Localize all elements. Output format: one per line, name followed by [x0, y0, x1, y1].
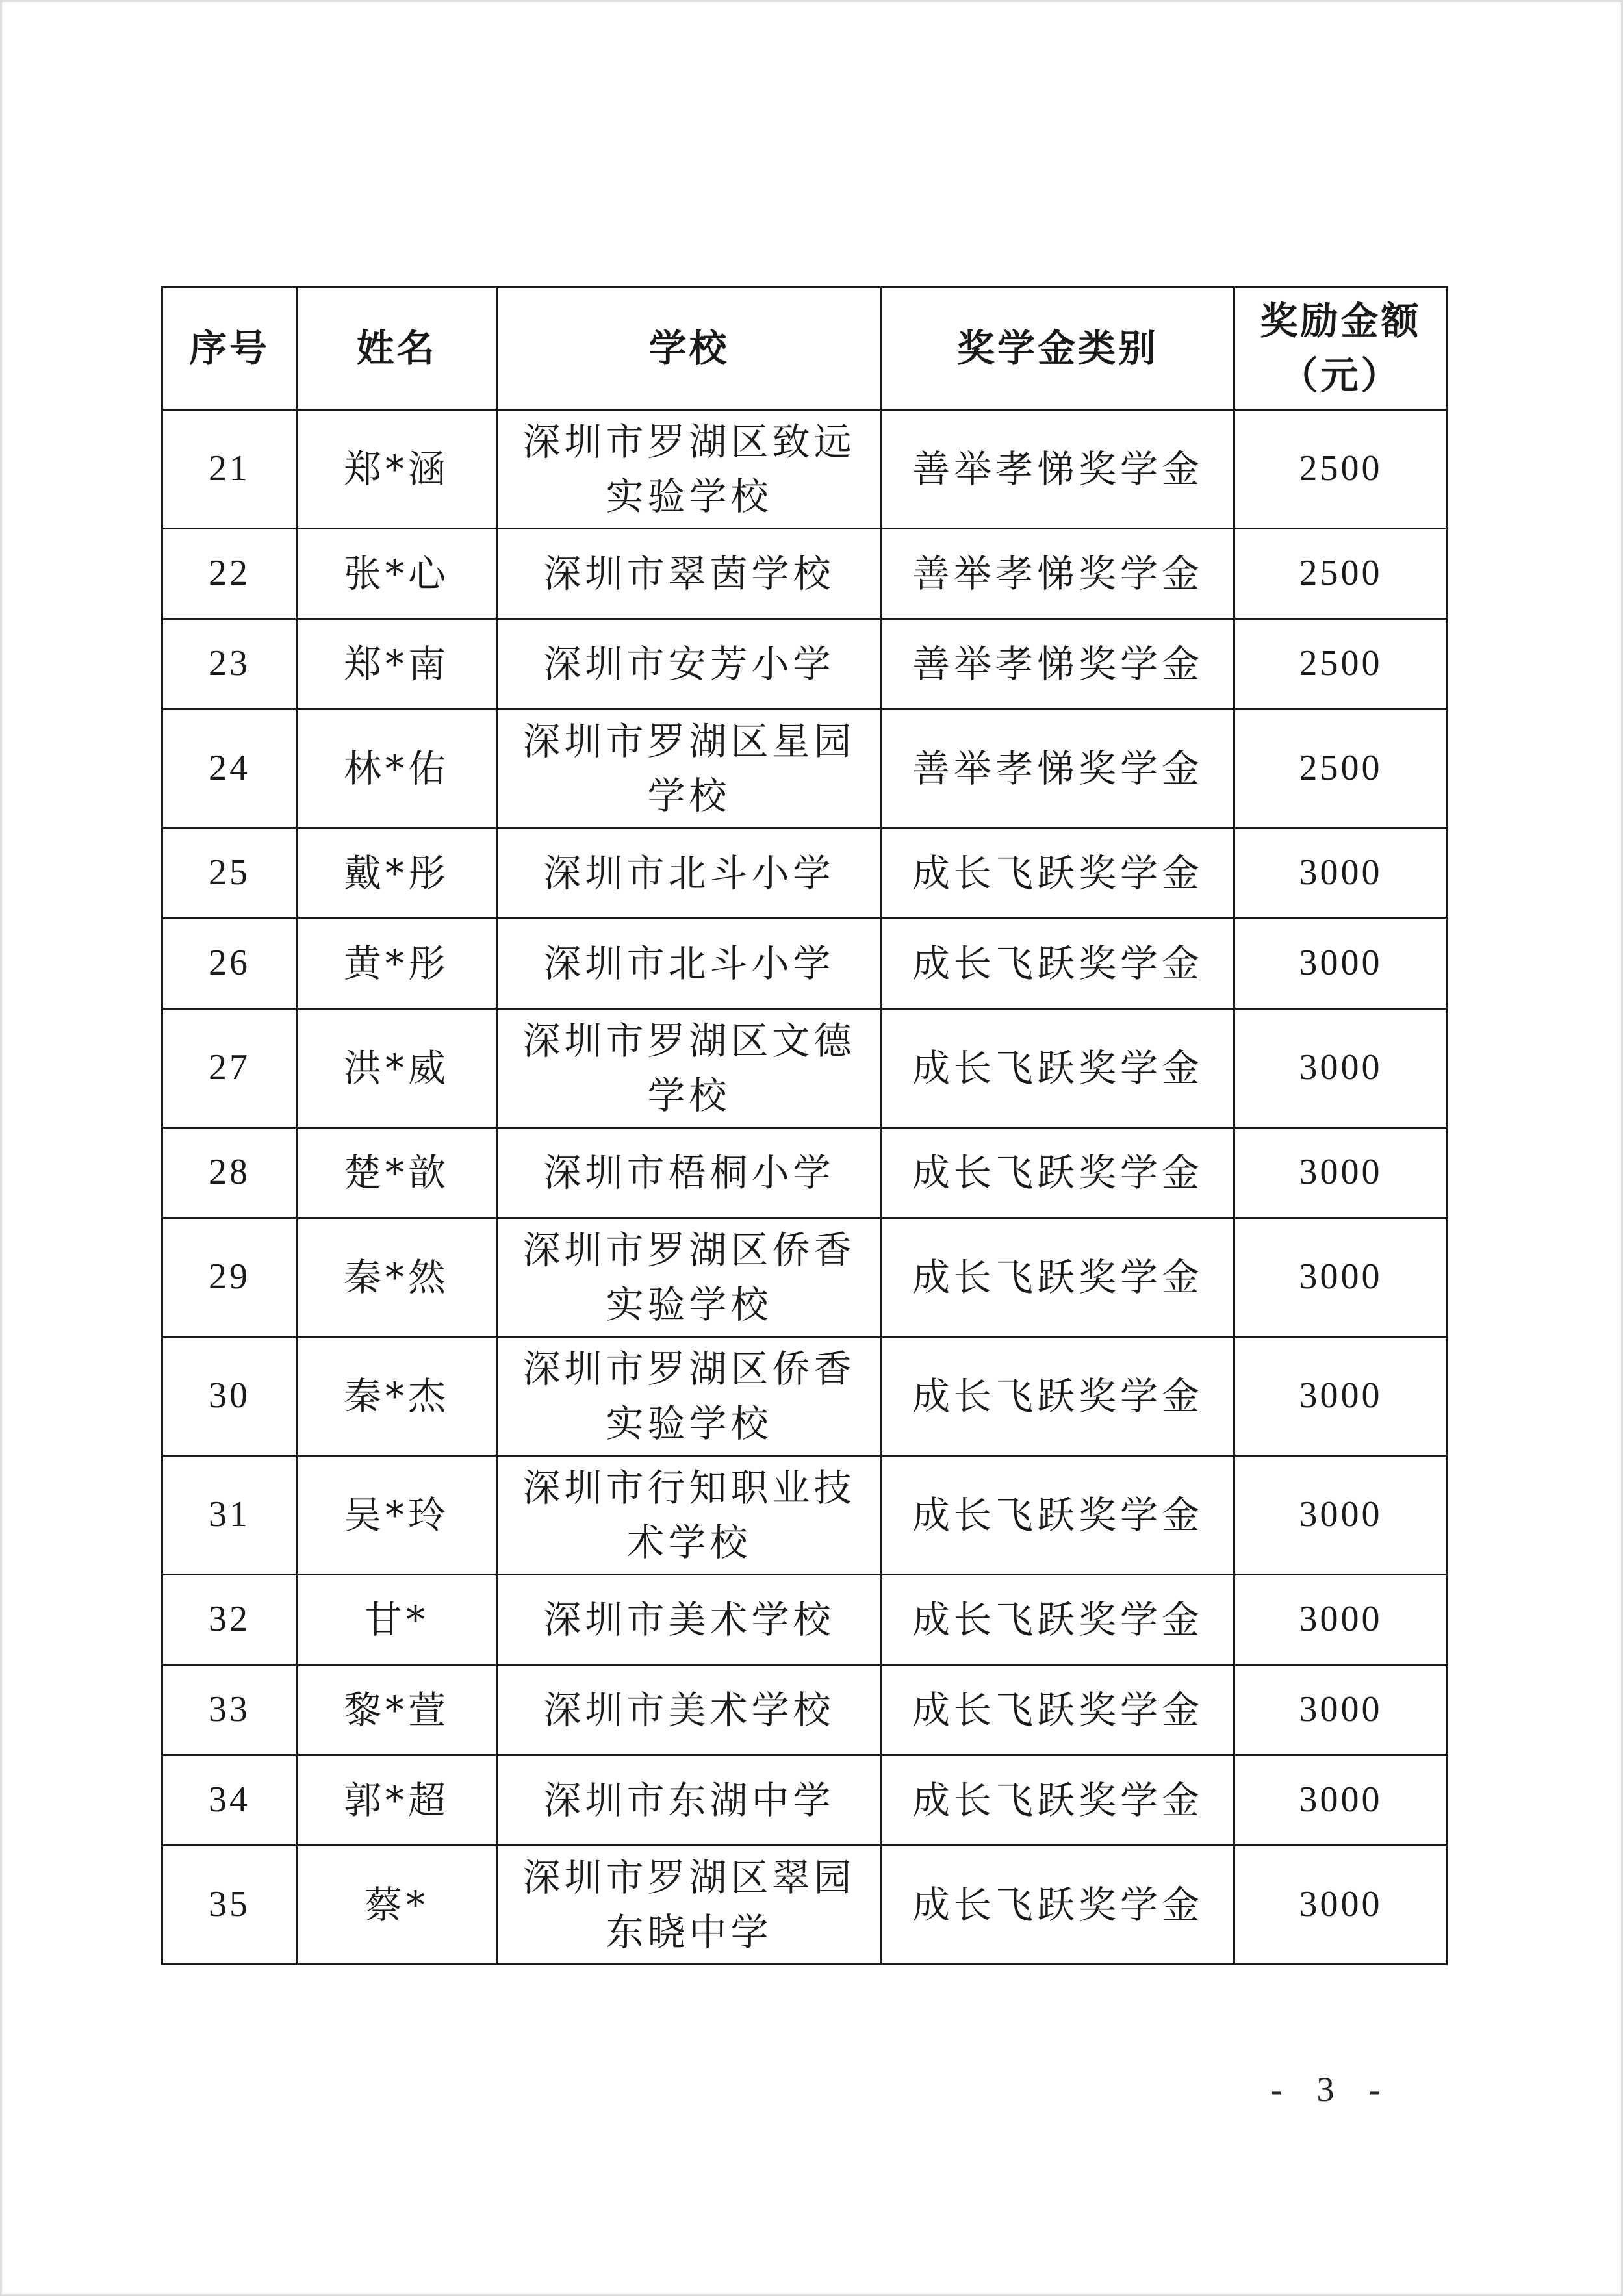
table-row — [162, 709, 1448, 828]
cell-amount: 3000 — [1234, 919, 1448, 1009]
cell-name: 洪*威 — [297, 1009, 497, 1128]
cell-category: 成长飞跃奖学金 — [882, 919, 1234, 1009]
cell-school: 深圳市东湖中学 — [497, 1755, 882, 1846]
cell-school: 深圳市罗湖区星园学校 — [497, 709, 882, 828]
cell-category: 成长飞跃奖学金 — [882, 1456, 1234, 1575]
cell-amount: 3000 — [1234, 1128, 1448, 1218]
header-amount — [1234, 287, 1448, 410]
table-header-row — [162, 287, 1448, 410]
table-row — [162, 828, 1448, 919]
cell-index: 29 — [162, 1218, 297, 1337]
cell-school: 深圳市北斗小学 — [497, 828, 882, 919]
cell-index: 23 — [162, 619, 297, 709]
cell-category: 成长飞跃奖学金 — [882, 1009, 1234, 1128]
cell-category: 成长飞跃奖学金 — [882, 1665, 1234, 1755]
cell-name: 郑*南 — [297, 619, 497, 709]
table-row — [162, 1456, 1448, 1575]
cell-school: 深圳市梧桐小学 — [497, 1128, 882, 1218]
table-row — [162, 619, 1448, 709]
cell-name: 张*心 — [297, 529, 497, 619]
cell-amount: 3000 — [1234, 1218, 1448, 1337]
cell-index: 30 — [162, 1337, 297, 1456]
cell-index: 22 — [162, 529, 297, 619]
cell-index: 32 — [162, 1575, 297, 1665]
table-row — [162, 529, 1448, 619]
scholarship-table — [161, 286, 1448, 1965]
cell-index: 28 — [162, 1128, 297, 1218]
cell-amount: 3000 — [1234, 1575, 1448, 1665]
cell-category: 成长飞跃奖学金 — [882, 828, 1234, 919]
cell-name: 郭*超 — [297, 1755, 497, 1846]
cell-school: 深圳市罗湖区侨香实验学校 — [497, 1218, 882, 1337]
cell-name: 楚*歆 — [297, 1128, 497, 1218]
cell-amount: 3000 — [1234, 1456, 1448, 1575]
cell-category: 成长飞跃奖学金 — [882, 1575, 1234, 1665]
cell-amount: 2500 — [1234, 529, 1448, 619]
cell-index: 34 — [162, 1755, 297, 1846]
table-row — [162, 919, 1448, 1009]
cell-name: 吴*玲 — [297, 1456, 497, 1575]
cell-amount: 3000 — [1234, 1009, 1448, 1128]
header-school: 学校 — [497, 287, 882, 410]
cell-name: 黄*彤 — [297, 919, 497, 1009]
cell-amount: 3000 — [1234, 1337, 1448, 1456]
cell-name: 郑*涵 — [297, 410, 497, 529]
table-row — [162, 1009, 1448, 1128]
cell-category: 善举孝悌奖学金 — [882, 529, 1234, 619]
header-index: 序号 — [162, 287, 297, 410]
cell-school: 深圳市翠茵学校 — [497, 529, 882, 619]
cell-amount: 3000 — [1234, 1846, 1448, 1965]
cell-name: 甘* — [297, 1575, 497, 1665]
header-amount-unit: （元） — [1280, 353, 1401, 398]
cell-category: 成长飞跃奖学金 — [882, 1337, 1234, 1456]
cell-school: 深圳市罗湖区侨香实验学校 — [497, 1337, 882, 1456]
table-row — [162, 1755, 1448, 1846]
table-row — [162, 1337, 1448, 1456]
cell-amount: 2500 — [1234, 619, 1448, 709]
cell-school: 深圳市美术学校 — [497, 1665, 882, 1755]
cell-name: 蔡* — [297, 1846, 497, 1965]
cell-amount: 2500 — [1234, 410, 1448, 529]
cell-category: 成长飞跃奖学金 — [882, 1128, 1234, 1218]
cell-category: 成长飞跃奖学金 — [882, 1218, 1234, 1337]
table-row — [162, 1665, 1448, 1755]
table-row — [162, 1846, 1448, 1965]
cell-index: 33 — [162, 1665, 297, 1755]
cell-category: 成长飞跃奖学金 — [882, 1755, 1234, 1846]
cell-name: 秦*杰 — [297, 1337, 497, 1456]
cell-category: 善举孝悌奖学金 — [882, 619, 1234, 709]
cell-index: 26 — [162, 919, 297, 1009]
cell-school: 深圳市行知职业技术学校 — [497, 1456, 882, 1575]
table-row — [162, 1218, 1448, 1337]
cell-name: 林*佑 — [297, 709, 497, 828]
cell-amount: 3000 — [1234, 828, 1448, 919]
cell-name: 秦*然 — [297, 1218, 497, 1337]
cell-name: 黎*萱 — [297, 1665, 497, 1755]
cell-school: 深圳市北斗小学 — [497, 919, 882, 1009]
cell-school: 深圳市美术学校 — [497, 1575, 882, 1665]
cell-school: 深圳市安芳小学 — [497, 619, 882, 709]
cell-index: 35 — [162, 1846, 297, 1965]
table-row — [162, 1128, 1448, 1218]
cell-school: 深圳市罗湖区翠园东晓中学 — [497, 1846, 882, 1965]
cell-index: 25 — [162, 828, 297, 919]
cell-category: 善举孝悌奖学金 — [882, 410, 1234, 529]
cell-index: 21 — [162, 410, 297, 529]
cell-index: 31 — [162, 1456, 297, 1575]
header-amount-label: 奖励金额 — [1260, 298, 1422, 343]
cell-amount: 3000 — [1234, 1665, 1448, 1755]
cell-category: 善举孝悌奖学金 — [882, 709, 1234, 828]
table-row — [162, 410, 1448, 529]
cell-amount: 3000 — [1234, 1755, 1448, 1846]
cell-amount: 2500 — [1234, 709, 1448, 828]
cell-name: 戴*彤 — [297, 828, 497, 919]
page-number: - 3 - — [1270, 2070, 1394, 2109]
cell-category: 成长飞跃奖学金 — [882, 1846, 1234, 1965]
cell-school: 深圳市罗湖区文德学校 — [497, 1009, 882, 1128]
header-category: 奖学金类别 — [882, 287, 1234, 410]
cell-index: 27 — [162, 1009, 297, 1128]
cell-school: 深圳市罗湖区致远实验学校 — [497, 410, 882, 529]
cell-index: 24 — [162, 709, 297, 828]
header-name: 姓名 — [297, 287, 497, 410]
table-row — [162, 1575, 1448, 1665]
